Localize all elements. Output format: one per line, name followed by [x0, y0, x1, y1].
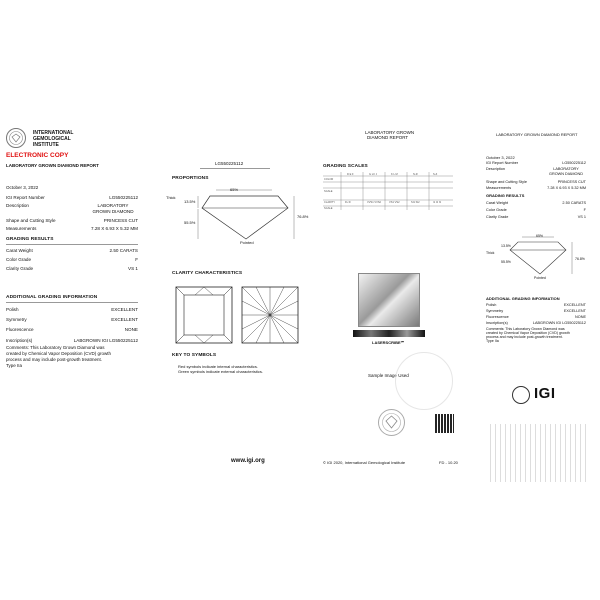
polish-row [6, 307, 138, 313]
svg-text:COLOR: COLOR [324, 178, 334, 181]
measurements-label: Measurements [6, 226, 37, 231]
right-shape-label: Shape and Cutting Style [486, 180, 527, 184]
crown-percentage: 13.5% [184, 199, 196, 204]
report-number-row [6, 195, 138, 201]
description-value: LABORATORY GROWN DIAMOND [92, 203, 134, 214]
symmetry-label: Symmetry [6, 317, 27, 322]
qr-code-icon[interactable] [435, 414, 454, 433]
inscription-row [6, 338, 138, 344]
right-fluorescence-label: Fluorescence [486, 315, 509, 319]
polish-label: Polish [6, 307, 19, 312]
right-polish-value: EXCELLENT [563, 303, 586, 307]
report-number-value: LG550225112 [109, 195, 138, 200]
right-proportions-diagram [492, 234, 582, 280]
right-clarity-row [486, 215, 586, 220]
fluorescence-row [6, 327, 138, 333]
grading-scales-chart [323, 172, 453, 212]
lab-name-line-1: INTERNATIONAL [33, 130, 74, 136]
comments-line-2: created by Chemical Vapor Deposition (CVD) growth [6, 351, 111, 356]
website-link[interactable]: www.igi.org [231, 458, 265, 464]
right-fluorescence-row [486, 315, 586, 320]
right-comments-line-4: Type IIa [486, 339, 499, 343]
right-inscription-value: LABGROWN IGI LG550225112 [532, 321, 586, 325]
laserscribe-label: LASERSCRIBE℠ [372, 340, 405, 345]
center-header-line-2: DIAMOND REPORT [367, 135, 409, 140]
svg-text:I1 I2 I3: I1 I2 I3 [433, 201, 441, 204]
right-grading-title: GRADING RESULTS [486, 193, 525, 198]
right-carat-value: 2.50 CARATS [562, 201, 586, 205]
svg-text:K L M: K L M [391, 173, 398, 176]
report-date: October 3, 2022 [6, 185, 39, 190]
inscription-label: Inscription(s) [6, 338, 33, 343]
right-description-value: LABORATORY GROWN DIAMOND [549, 167, 583, 176]
svg-text:SI1 SI2: SI1 SI2 [411, 201, 420, 204]
right-carat-label: Carat Weight [486, 201, 509, 205]
report-title: LABORATORY GROWN DIAMOND REPORT [6, 163, 99, 168]
right-symmetry-label: Symmetry [486, 309, 504, 313]
key-line-red: Red symbols indicate internal characteristics. [178, 364, 259, 369]
depth-percentage: 76.8% [297, 214, 309, 219]
color-label: Color Grade [6, 257, 32, 262]
igi-logo-text: IGI [534, 385, 556, 402]
fluorescence-label: Fluorescence [6, 327, 34, 332]
divider [6, 302, 138, 303]
key-to-symbols-title: KEY TO SYMBOLS [172, 353, 217, 358]
svg-text:SCALE: SCALE [324, 207, 333, 210]
right-inscription-label: Inscription(s) [486, 321, 508, 325]
svg-text:D E F: D E F [347, 173, 354, 176]
additional-info-title: ADDITIONAL GRADING INFORMATION [6, 295, 98, 300]
symmetry-value: EXCELLENT [111, 317, 138, 322]
proportions-title: PROPORTIONS [172, 176, 209, 181]
center-panel [315, 116, 465, 482]
carat-row [6, 248, 138, 254]
svg-text:N-R: N-R [413, 173, 418, 176]
grading-scales-title: GRADING SCALES [323, 164, 368, 169]
color-row [6, 257, 138, 263]
right-comments-line-3: process and may include post-growth treatment. [486, 335, 563, 339]
culet-label: Pointed [240, 240, 254, 245]
sample-diamond-image [358, 273, 420, 327]
svg-text:VS1 VS2: VS1 VS2 [389, 201, 400, 204]
right-polish-label: Polish [486, 303, 497, 307]
svg-text:VVS1 VVS2: VVS1 VVS2 [367, 201, 381, 204]
clarity-row [6, 266, 138, 272]
right-measurements-row [486, 186, 586, 191]
lab-name-line-3: INSTITUTE [33, 142, 59, 148]
watermark-seal-icon [395, 352, 453, 410]
svg-text:FL IF: FL IF [345, 201, 351, 204]
divider [200, 168, 270, 169]
shape-value: PRINCESS CUT [103, 218, 138, 223]
center-header-line-1: LABORATORY GROWN [365, 130, 415, 135]
fluorescence-value: NONE [124, 327, 138, 332]
igi-seal-icon [6, 128, 26, 148]
right-clarity-label: Clarity Grade [486, 215, 509, 219]
form-code: FD - 10.20 [439, 460, 458, 465]
table-percentage: 65% [230, 187, 239, 192]
clarity-value: VS 1 [128, 266, 138, 271]
shape-label: Shape and Cutting Style [6, 218, 56, 223]
right-clarity-value: VS 1 [577, 215, 586, 219]
description-row [6, 203, 138, 214]
divider [6, 244, 138, 245]
key-line-green: Green symbols indicate external characteristics. [178, 369, 263, 374]
right-carat-row [486, 201, 586, 206]
svg-text:G H I J: G H I J [369, 173, 378, 176]
clarity-plot-pavilion [241, 286, 299, 344]
electronic-copy-label: ELECTRONIC COPY [6, 152, 69, 159]
right-pavilion-percentage: 55.5% [501, 260, 511, 264]
carat-label: Carat Weight [6, 248, 33, 253]
right-measurements-label: Measurements [486, 186, 512, 190]
right-depth-percentage: 76.8% [575, 257, 585, 261]
right-description-row [486, 167, 586, 176]
right-color-row [486, 208, 586, 213]
right-color-value: F [583, 208, 586, 212]
color-value: F [135, 257, 138, 262]
measurements-value: 7.28 X 6.93 X 5.32 MM [91, 226, 138, 231]
lab-name-line-2: GEMOLOGICAL [33, 136, 71, 142]
right-thick-label: Thick [486, 251, 495, 255]
svg-text:CLARITY: CLARITY [324, 201, 335, 204]
inscription-value: LABGROWN IGI LG550225112 [73, 338, 138, 343]
left-panel [0, 116, 160, 482]
right-symmetry-value: EXCELLENT [563, 309, 586, 313]
middle-panel [160, 116, 310, 482]
right-panel-title: LABORATORY GROWN DIAMOND REPORT [496, 132, 578, 137]
carat-value: 2.50 CARATS [109, 248, 138, 253]
thick-label: Thick [166, 195, 176, 200]
shape-row [6, 218, 138, 224]
measurements-row [6, 226, 138, 232]
right-symmetry-row [486, 309, 586, 314]
igi-logo-icon [512, 386, 530, 404]
polish-value: EXCELLENT [111, 307, 138, 312]
report-number-top: LG550225112 [215, 161, 244, 166]
right-culet-label: Pointed [534, 276, 546, 280]
right-report-date: October 3, 2022 [486, 155, 515, 160]
right-color-label: Color Grade [486, 208, 507, 212]
symmetry-row [6, 317, 138, 323]
grading-results-title: GRADING RESULTS [6, 237, 54, 242]
report-sheet [0, 116, 600, 482]
right-report-number-row [486, 161, 586, 166]
clarity-plot-crown [175, 286, 233, 344]
clarity-characteristics-title: CLARITY CHARACTERISTICS [172, 271, 243, 276]
right-report-number-value: LG550225112 [562, 161, 586, 165]
right-shape-value: PRINCESS CUT [557, 180, 586, 184]
right-table-percentage: 65% [536, 234, 544, 238]
right-fluorescence-value: NONE [575, 315, 586, 319]
right-comments-line-1: Comments: This Laboratory Grown Diamond was [486, 327, 565, 331]
sample-image-caption: Sample Image Used [368, 373, 409, 378]
right-crown-percentage: 13.5% [501, 244, 511, 248]
right-report-number-label: IGI Report Number [486, 161, 519, 165]
laserscribe-strip [353, 330, 425, 337]
clarity-label: Clarity Grade [6, 266, 34, 271]
igi-bottom-seal-icon [378, 409, 405, 436]
report-number-label: IGI Report Number [6, 195, 45, 200]
right-measurements-value: 7.28 X 6.93 X 5.32 MM [547, 186, 586, 190]
comments-line-1: Comments: This Laboratory Grown Diamond was [6, 345, 105, 350]
right-comments-line-2: created by Chemical Vapor Deposition (CVD) growth [486, 331, 570, 335]
comments-line-3: process and may include post-growth treatment. [6, 357, 103, 362]
right-polish-row [486, 303, 586, 308]
pavilion-percentage: 55.5% [184, 220, 196, 225]
comments-line-4: Type IIa [6, 363, 23, 368]
svg-text:SCALE: SCALE [324, 190, 333, 193]
right-description-label: Description [486, 167, 505, 171]
right-panel [474, 116, 600, 482]
right-shape-row [486, 180, 586, 185]
right-inscription-row [486, 321, 586, 326]
copyright-text: © IGI 2020, International Gemological Institute [323, 460, 406, 465]
right-additional-title: ADDITIONAL GRADING INFORMATION [486, 296, 560, 301]
svg-text:S-Z: S-Z [433, 173, 438, 176]
side-fine-print [486, 424, 586, 482]
description-label: Description [6, 203, 29, 208]
